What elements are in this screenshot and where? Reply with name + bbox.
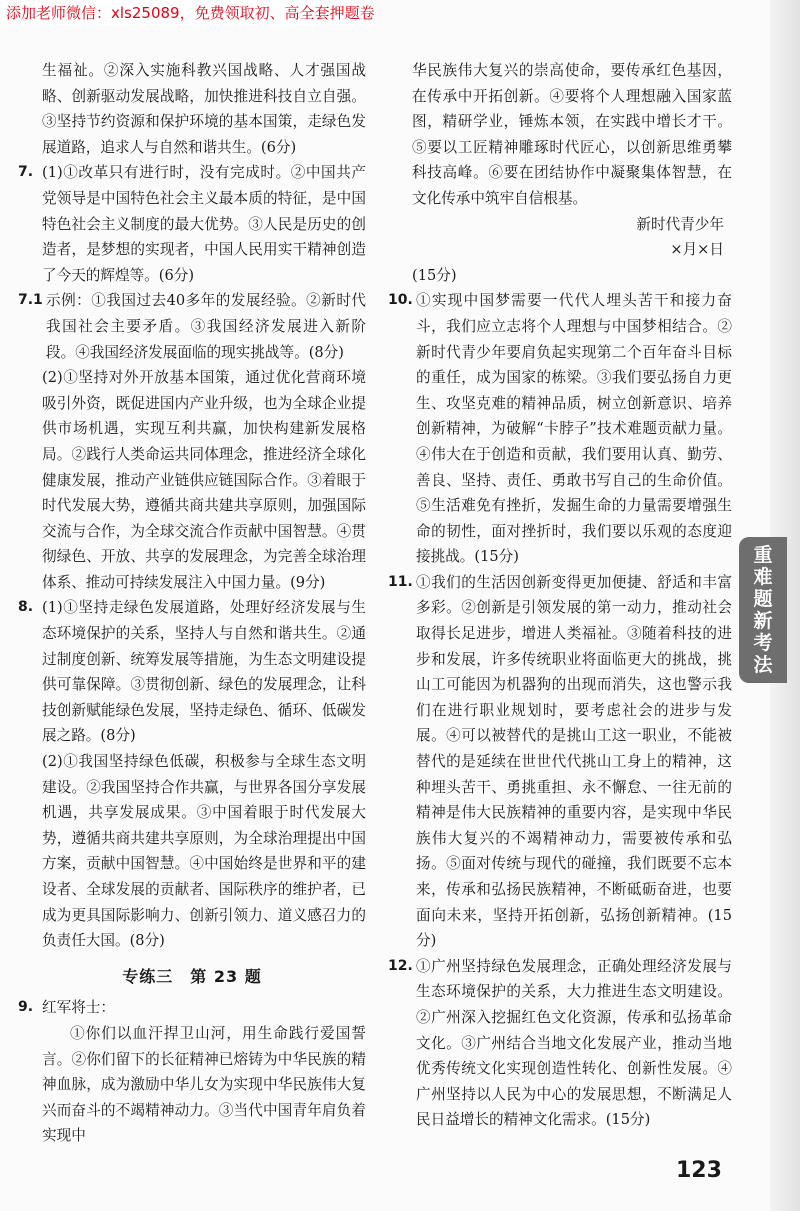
question-number: 10. — [388, 292, 413, 309]
question-12 — [388, 954, 732, 1133]
question-number: 7. — [18, 164, 34, 181]
continued-answer: 生福祉。②深入实施科教兴国战略、人才强国战略、创新驱动发展战略，加快推进科技自立自强。③坚持节约资源和保护环境的基本国策，走绿色发展道路，追求人与自然和谐共生。(6分) — [42, 62, 366, 156]
question-number: 7.1 — [18, 292, 43, 309]
right-column — [388, 58, 732, 1133]
question-answer-part2: (2)①我国坚持绿色低碳，积极参与全球生态文明建设。②我国坚持合作共赢，与世界各国分享发展机遇，共享发展成果。③中国着眼于时代发展大势，遵循共商共建共享原则，为全球治理提出中国方案，贡献中国智慧。④中国始终是世界和平的建设者、全球发展的贡献者、国际秩序的维护者，已成为更具国际影响力、创新引领力、道义感召力的负责任大国。(8分) — [42, 753, 366, 950]
question-8 — [18, 595, 366, 749]
question-7-1 — [18, 288, 366, 365]
question-answer: 示例：①我国过去40多年的发展经验。②新时代我国社会主要矛盾。③我国经济发展进入新阶段。④我国经济发展面临的现实挑战等。(8分) — [46, 292, 366, 361]
letter-date: ×月×日 — [670, 241, 724, 259]
question-answer: ①实现中国梦需要一代代人埋头苦干和接力奋斗，我们应立志将个人理想与中国梦相结合。②新时代青少年要肩负起实现第二个百年奋斗目标的重任，成为国家的栋梁。③我们要弘扬自力更生、攻坚克难的精神品质，树立创新意识、培养创新精神，为破解“卡脖子”技术难题贡献力量。④伟大在于创造和贡献，我们要用认真、勤劳、善良、坚持、责任、勇敢书写自己的生命价值。⑤生活难免有挫折，发掘生命的力量需要增强生命的韧性，面对挫折时，我们要以乐观的态度迎接挑战。(15分) — [416, 292, 732, 566]
question-number: 12. — [388, 957, 413, 974]
question-answer: (1)①坚持走绿色发展道路，处理好经济发展与生态环境保护的关系，坚持人与自然和谐共生。②通过制度创新、统筹发展等措施，为生态文明建设提供可靠保障。③贯彻创新、绿色的发展理念，让科技创新赋能绿色发展，坚持走绿色、循环、低碳发展之路。(8分) — [42, 599, 366, 745]
question-answer: ①广州坚持绿色发展理念，正确处理经济发展与生态环境保护的关系，大力推进生态文明建设。②广州深入挖掘红色文化资源，传承和弘扬革命文化。③广州结合当地文化发展产业，推动当地优秀传统文化实现创造性转化、创新性发展。④广州坚持以人民为中心的发展思想，不断满足人民日益增长的精神文化需求。(15分) — [416, 957, 732, 1129]
question-number: 8. — [18, 599, 34, 616]
side-tab-char: 难 — [753, 566, 773, 588]
letter-body-continued: 华民族伟大复兴的崇高使命，要传承红色基因，在传承中开拓创新。④要将个人理想融入国家蓝图，精研学业，锤炼本领，在实践中增长才干。⑤要以工匠精神雕琢时代匠心，以创新思维勇攀科技高峰。⑥要在团结协作中凝聚集体智慧，在文化传承中筑牢自信根基。 — [412, 62, 732, 207]
side-tab-char: 考 — [753, 632, 773, 654]
question-10 — [388, 288, 732, 570]
letter-body: ①你们以血汗捍卫山河，用生命践行爱国誓言。②你们留下的长征精神已熔铸为中华民族的精神血脉，成为激励中华儿女为实现中华民族伟大复兴而奋斗的不竭精神动力。③当代中国青年肩负着实现中 — [42, 1024, 366, 1145]
question-9 — [18, 995, 366, 1021]
question-7 — [18, 160, 366, 288]
score-note: (15分) — [412, 266, 457, 284]
letter-salutation: 红军将士： — [42, 999, 115, 1017]
question-answer-part2: (2)①坚持对外开放基本国策，通过优化营商环境吸引外资，既促进国内产业升级，也为全球企业提供市场机遇，实现互利共赢，加快构建新发展格局。②践行人类命运共同体理念，推进经济全球化健康发展，推动产业链供应链国际合作。③着眼于时代发展大势，遵循共商共建共享原则，加强国际交流与合作，为全球交流合作贡献中国智慧。④贯彻绿色、开放、共享的发展理念，为完善全球治理体系、推动可持续发展注入中国力量。(9分) — [42, 369, 366, 591]
chapter-side-tab — [739, 537, 787, 683]
left-column — [18, 58, 366, 1149]
side-tab-char: 新 — [753, 610, 773, 632]
question-number: 11. — [388, 573, 413, 590]
question-number: 9. — [18, 999, 34, 1016]
watermark-banner: 添加老师微信：xls25089，免费领取初、高全套押题卷 — [0, 0, 375, 26]
question-11 — [388, 570, 732, 954]
side-tab-char: 题 — [753, 588, 773, 610]
question-answer: ①我们的生活因创新变得更加便捷、舒适和丰富多彩。②创新是引领发展的第一动力，推动社会取得长足进步，增进人类福祉。③随着科技的进步和发展，许多传统职业将面临更大的挑战，挑山工可能因为机器狗的出现而消失，这也警示我们在进行职业规划时，要考虑社会的进步与发展。④可以被替代的是挑山工这一职业，不能被替代的是延续在世世代代挑山工身上的精神，这种埋头苦干、勇挑重担、永不懈怠、一往无前的精神是伟大民族精神的重要内容，是实现中华民族伟大复兴的不竭精神动力，需要被传承和弘扬。⑤面对传统与现代的碰撞，我们既要不忘本来，传承和弘扬民族精神，不断砥砺奋进，也要面向未来，坚持开拓创新，弘扬创新精神。(15分) — [416, 573, 732, 950]
side-tab-char: 重 — [753, 544, 773, 566]
section-heading: 专练三 第 23 题 — [122, 966, 262, 986]
side-tab-char: 法 — [753, 654, 773, 676]
page-number: 123 — [676, 1158, 722, 1183]
letter-signature: 新时代青少年 — [636, 215, 724, 233]
question-answer: (1)①改革只有进行时，没有完成时。②中国共产党领导是中国特色社会主义最本质的特征，是中国特色社会主义制度的最大优势。③人民是历史的创造者，是梦想的实现者，中国人民用实干精神创造了今天的辉煌等。(6分) — [42, 164, 366, 284]
